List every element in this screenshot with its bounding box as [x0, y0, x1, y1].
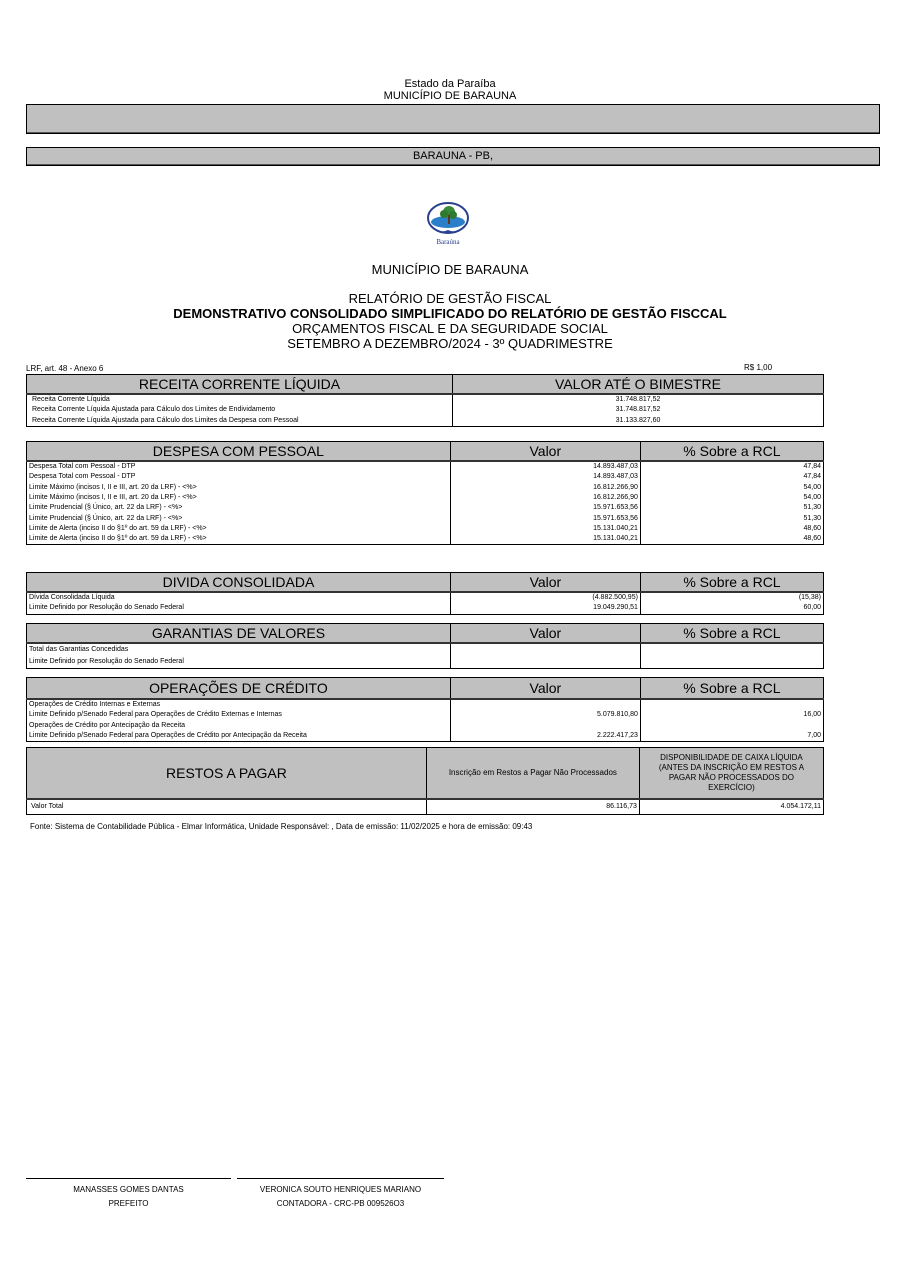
row-value: 14.893.487,03: [450, 461, 640, 472]
signatory-role: PREFEITO: [108, 1199, 149, 1208]
row-value: 19.049.290,51: [450, 603, 640, 614]
signatory-name: MANASSES GOMES DANTAS: [73, 1185, 184, 1194]
table-row: [27, 461, 824, 472]
row-pct: (15,38): [640, 592, 823, 603]
row-label: Operações de Crédito por Antecipação da Receita: [29, 721, 186, 729]
rcl-header: RECEITA CORRENTE LÍQUIDA: [27, 375, 453, 395]
table-row: [27, 710, 824, 720]
source-footnote: Fonte: Sistema de Contabilidade Pública - Elmar Informática, Unidade Responsável: , Data de emissão: 11/02/2025 e hora de emissão: 09:43: [30, 822, 533, 831]
pessoal-header: DESPESA COM PESSOAL: [27, 442, 451, 462]
report-title: RELATÓRIO DE GESTÃO FISCAL: [348, 291, 552, 306]
table-row: [27, 603, 824, 614]
table-row: [27, 699, 824, 710]
row-pct: 16,00: [640, 710, 823, 720]
row-pct: 60,00: [640, 603, 823, 614]
signature-line: [26, 1178, 231, 1179]
row-label: Limite Definido p/Senado Federal para Operações de Crédito Externas e Internas: [29, 711, 282, 719]
col-disponibilidade-header: DISPONIBILIDADE DE CAIXA LÍQUIDA (ANTES DA INSCRIÇÃO EM RESTOS A PAGAR NÃO PROCESSADOS DO EXERCÍCIO): [639, 748, 823, 800]
report-period: SETEMBRO A DEZEMBRO/2024 - 3º QUADRIMESTRE: [287, 336, 613, 351]
legal-reference: LRF, art. 48 - Anexo 6: [26, 364, 104, 373]
signature-line: [237, 1178, 444, 1179]
row-label: Valor Total: [31, 803, 64, 810]
header-bar: [26, 104, 880, 134]
row-pct: [640, 721, 823, 731]
col-pct-header: % Sobre a RCL: [640, 678, 823, 700]
row-label: Limite Máximo (incisos I, II e III, art. 20 da LRF) - <%>: [29, 483, 197, 491]
location-bar: BARAUNA - PB,: [26, 147, 880, 166]
col-pct-header: % Sobre a RCL: [640, 573, 823, 593]
row-label: Receita Corrente Líquida Ajustada para Cálculo dos Limites de Endividamento: [32, 406, 276, 414]
row-label: Limite de Alerta (inciso II do §1º do art. 59 da LRF) - <%>: [29, 535, 207, 543]
signatory-name: VERONICA SOUTO HENRIQUES MARIANO: [259, 1185, 422, 1194]
table-row: [27, 643, 824, 656]
row-pct: 54,00: [640, 493, 823, 503]
row-inscricao: 86.116,73: [426, 799, 639, 815]
row-label: Receita Corrente Líquida Ajustada para Cálculo dos Limites da Despesa com Pessoal: [32, 416, 299, 424]
row-value: (4.882.500,95): [450, 592, 640, 603]
row-label: Operações de Crédito Internas e Externas: [29, 701, 161, 709]
municipal-logo-icon: [420, 200, 476, 248]
signatory-role: CONTADORA - CRC-PB 009526O3: [276, 1199, 405, 1208]
logo-caption: Baraúna: [436, 238, 460, 246]
rcl-value-header: VALOR ATÉ O BIMESTRE: [453, 375, 824, 395]
table-row: [27, 534, 824, 545]
garantias-table: [26, 623, 824, 669]
row-value: 16.812.266,90: [450, 493, 640, 503]
row-value: 5.079.810,80: [450, 710, 640, 720]
col-pct-header: % Sobre a RCL: [640, 442, 823, 462]
row-pct: 48,60: [640, 534, 823, 545]
row-label: Limite Máximo (incisos I, II e III, art. 20 da LRF) - <%>: [29, 494, 197, 502]
row-value: 15.131.040,21: [450, 534, 640, 545]
row-label: Limite Prudencial (§ Único, art. 22 da LRF) - <%>: [29, 514, 183, 522]
table-row: [27, 731, 824, 742]
row-pct: 51,30: [640, 513, 823, 523]
table-row: [27, 472, 824, 482]
credito-header: OPERAÇÕES DE CRÉDITO: [27, 678, 451, 700]
divida-table: [26, 572, 824, 615]
row-pct: 47,84: [640, 472, 823, 482]
municipality-name: MUNICÍPIO DE BARAUNA: [383, 90, 517, 102]
row-value: 15.971.653,56: [450, 503, 640, 513]
table-row: [27, 592, 824, 603]
divida-header: DIVIDA CONSOLIDADA: [27, 573, 451, 593]
restos-table: [26, 747, 824, 815]
table-row: [27, 656, 824, 669]
row-value: 14.893.487,03: [450, 472, 640, 482]
row-value: 2.222.417,23: [450, 731, 640, 742]
table-row: [27, 493, 824, 503]
report-subtitle: DEMONSTRATIVO CONSOLIDADO SIMPLIFICADO DO RELATÓRIO DE GESTÃO FISCCAL: [173, 306, 727, 321]
table-row: [27, 483, 824, 493]
table-row: [27, 394, 824, 405]
col-valor-header: Valor: [450, 624, 640, 644]
signature-block: [26, 1183, 231, 1211]
state-name: Estado da Paraíba: [404, 78, 496, 90]
row-label: Limite Definido p/Senado Federal para Operações de Crédito por Antecipação da Receita: [29, 732, 307, 740]
row-value: [450, 656, 640, 669]
table-row: [27, 799, 824, 815]
row-value: 31.748.817,52: [453, 394, 824, 405]
pessoal-table: [26, 441, 824, 545]
row-value: 15.131.040,21: [450, 524, 640, 534]
row-value: [450, 721, 640, 731]
row-label: Limite de Alerta (inciso II do §1º do art. 59 da LRF) - <%>: [29, 524, 207, 532]
table-row: [27, 503, 824, 513]
row-label: Despesa Total com Pessoal - DTP: [29, 473, 136, 481]
document-header: [0, 78, 900, 102]
row-label: Limite Prudencial (§ Único, art. 22 da LRF) - <%>: [29, 504, 183, 512]
row-label: Despesa Total com Pessoal - DTP: [29, 463, 136, 471]
credito-table: [26, 677, 824, 742]
row-disponibilidade: 4.054.172,11: [639, 799, 823, 815]
table-row: [27, 513, 824, 523]
row-pct: 7,00: [640, 731, 823, 742]
row-pct: 54,00: [640, 483, 823, 493]
row-value: [450, 643, 640, 656]
row-pct: [640, 656, 823, 669]
row-pct: 47,84: [640, 461, 823, 472]
row-pct: 48,60: [640, 524, 823, 534]
col-valor-header: Valor: [450, 573, 640, 593]
row-label: Limite Definido por Resolução do Senado Federal: [29, 604, 184, 612]
currency-unit: R$ 1,00: [744, 363, 773, 372]
municipality-title: MUNICÍPIO DE BARAUNA: [371, 262, 529, 277]
row-label: Limite Definido por Resolução do Senado Federal: [29, 658, 184, 665]
row-pct: [640, 643, 823, 656]
report-titles: [0, 291, 900, 351]
report-scope: ORÇAMENTOS FISCAL E DA SEGURIDADE SOCIAL: [292, 321, 608, 336]
table-row: [27, 416, 824, 427]
row-label: Dívida Consolidada Líquida: [29, 594, 115, 602]
rcl-table: [26, 374, 824, 427]
row-pct: 51,30: [640, 503, 823, 513]
row-value: [450, 699, 640, 710]
row-value: 16.812.266,90: [450, 483, 640, 493]
row-value: 15.971.653,56: [450, 513, 640, 523]
col-valor-header: Valor: [450, 678, 640, 700]
table-row: [27, 524, 824, 534]
restos-header: RESTOS A PAGAR: [27, 748, 427, 800]
row-value: 31.133.827,60: [453, 416, 824, 427]
signature-block: [237, 1183, 444, 1211]
col-valor-header: Valor: [450, 442, 640, 462]
row-label: Total das Garantias Concedidas: [29, 646, 129, 653]
row-value: 31.748.817,52: [453, 405, 824, 415]
garantias-header: GARANTIAS DE VALORES: [27, 624, 451, 644]
table-row: [27, 405, 824, 415]
col-pct-header: % Sobre a RCL: [640, 624, 823, 644]
row-label: Receita Corrente Líquida: [32, 396, 110, 404]
row-pct: [640, 699, 823, 710]
col-inscricao-header: Inscrição em Restos a Pagar Não Processados: [426, 748, 639, 800]
table-row: [27, 721, 824, 731]
